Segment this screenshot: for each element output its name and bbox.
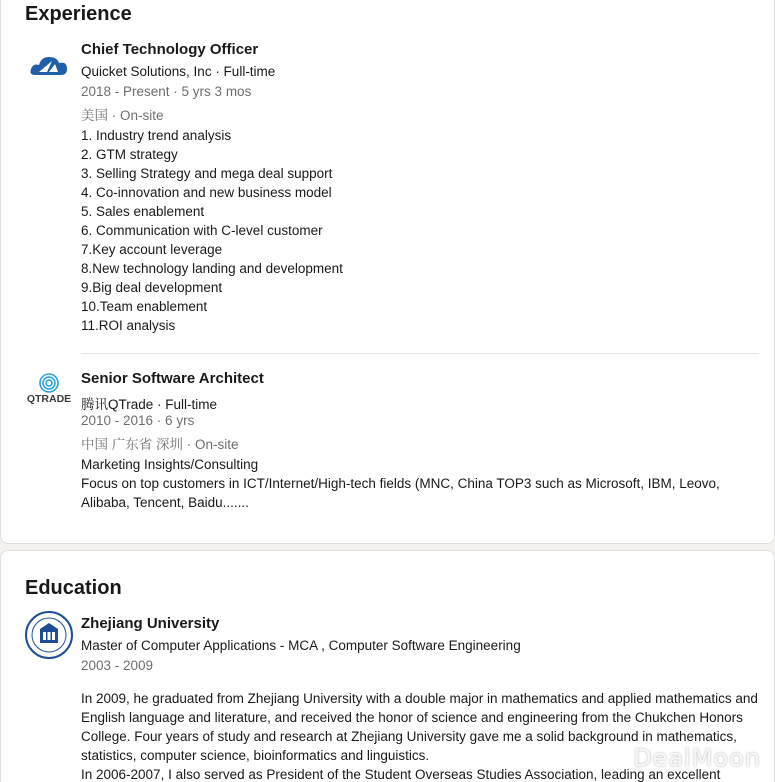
company-name[interactable]: Quicket Solutions, Inc · Full-time (81, 64, 276, 79)
degree: Master of Computer Applications - MCA , Computer Software Engineering (81, 638, 521, 653)
employment-dates: 2018 - Present · 5 yrs 3 mos (81, 84, 252, 99)
description-line: 10.Team enablement (81, 299, 208, 314)
job-title[interactable]: Chief Technology Officer (81, 41, 259, 58)
description-line: 7.Key account leverage (81, 242, 223, 257)
description-line: 5. Sales enablement (81, 204, 205, 219)
description-line: In 2006-2007, I also served as President of the Student Overseas Studies Association, leading an excellent (81, 767, 721, 782)
education-dates: 2003 - 2009 (81, 658, 154, 673)
job-description (81, 455, 761, 512)
description-line: 2. GTM strategy (81, 147, 178, 162)
watermark: DealMoon (633, 744, 761, 772)
experience-heading: Experience (25, 3, 132, 25)
description-line: 3. Selling Strategy and mega deal support (81, 166, 333, 181)
description-line: 1. Industry trend analysis (81, 128, 232, 143)
description-line: 6. Communication with C-level customer (81, 223, 323, 238)
job-location: 美国 · On-site (81, 108, 164, 123)
university-seal-icon[interactable] (25, 611, 73, 659)
job-location: 中国 广东省 深圳 · On-site (81, 437, 239, 452)
description-line: 4. Co-innovation and new business model (81, 185, 332, 200)
qtrade-logo-icon[interactable] (25, 369, 73, 417)
description-line: 11.ROI analysis (81, 318, 176, 333)
description-line: 8.New technology landing and development (81, 261, 343, 276)
description-line: Focus on top customers in ICT/Internet/High-tech fields (MNC, China TOP3 such as Microsoft, IBM, Leovo, Alibaba, Tencent, Baidu....... (81, 476, 720, 510)
employment-dates: 2010 - 2016 · 6 yrs (81, 413, 195, 428)
cloud-logo-icon[interactable] (25, 41, 73, 89)
description-line: Marketing Insights/Consulting (81, 457, 259, 472)
education-heading: Education (25, 577, 122, 599)
qtrade-logo-text: QTRADE (26, 393, 72, 405)
school-name[interactable]: Zhejiang University (81, 615, 220, 632)
job-description (81, 126, 343, 335)
job-title[interactable]: Senior Software Architect (81, 370, 264, 387)
company-name[interactable]: 腾讯QTrade · Full-time (81, 397, 218, 412)
description-line: In 2009, he graduated from Zhejiang University with a double major in mathematics and applied mathematics and English language and literature, and received the honor of science and engineering from the Chukchen Honors College. Four years of study and research at Zhejiang University gave me a solid background in mathematics, statistics, computer science, bioinformatics and linguistics. (81, 691, 758, 763)
description-line: 9.Big deal development (81, 280, 223, 295)
entry-divider (81, 353, 759, 354)
